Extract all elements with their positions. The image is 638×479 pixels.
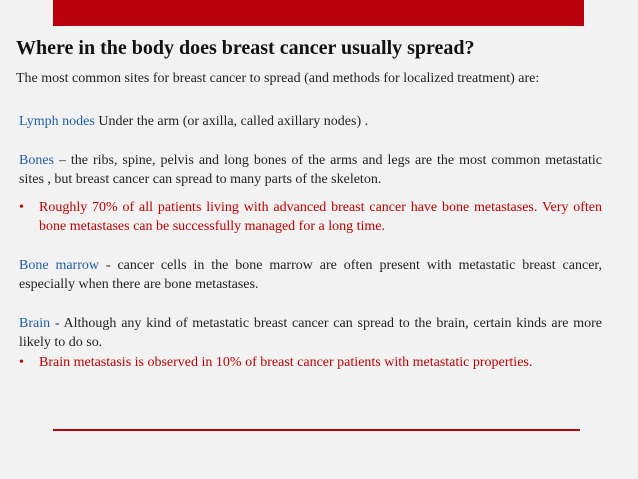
brain-bullet-text: Brain metastasis is observed in 10% of breast cancer patients with metastatic properties.: [39, 354, 533, 370]
brain-text: - Although any kind of metastatic breast cancer can spread to the brain, certain kinds are more likely to do so.: [19, 315, 602, 350]
slide-content: [19, 112, 602, 372]
bullet-marker: •: [19, 199, 24, 215]
bone-marrow-text: - cancer cells in the bone marrow are often present with metastatic breast cancer, especially when there are bone metastases.: [19, 257, 603, 292]
slide-subtitle: The most common sites for breast cancer to spread (and methods for localized treatment) are:: [16, 71, 540, 86]
bullet-marker: •: [19, 354, 24, 370]
section-bone-marrow: [19, 256, 602, 295]
lymph-nodes-text: Under the arm (or axilla, called axillary nodes) .: [94, 114, 369, 129]
bone-marrow-heading: Bone marrow: [19, 257, 99, 273]
bones-bullet-text: Roughly 70% of all patients living with advanced breast cancer have bone metastases. Very often bone metastases can be successfully managed for a long time.: [39, 199, 602, 234]
section-brain: [19, 314, 602, 353]
lymph-nodes-heading: Lymph nodes: [19, 114, 95, 129]
top-accent-bar: [53, 0, 584, 26]
section-bones: [19, 151, 602, 190]
bones-text: – the ribs, spine, pelvis and long bones of the arms and legs are the most common metastatic sites , but breast cancer can spread to many parts of the skeleton.: [19, 152, 602, 187]
slide-title: Where in the body does breast cancer usually spread?: [16, 37, 475, 59]
bottom-divider: [53, 429, 580, 431]
bones-bullet: [19, 198, 602, 237]
section-lymph-nodes: [19, 112, 602, 132]
brain-bullet: [19, 353, 602, 373]
bones-heading: Bones: [19, 152, 54, 168]
brain-heading: Brain: [19, 315, 51, 331]
